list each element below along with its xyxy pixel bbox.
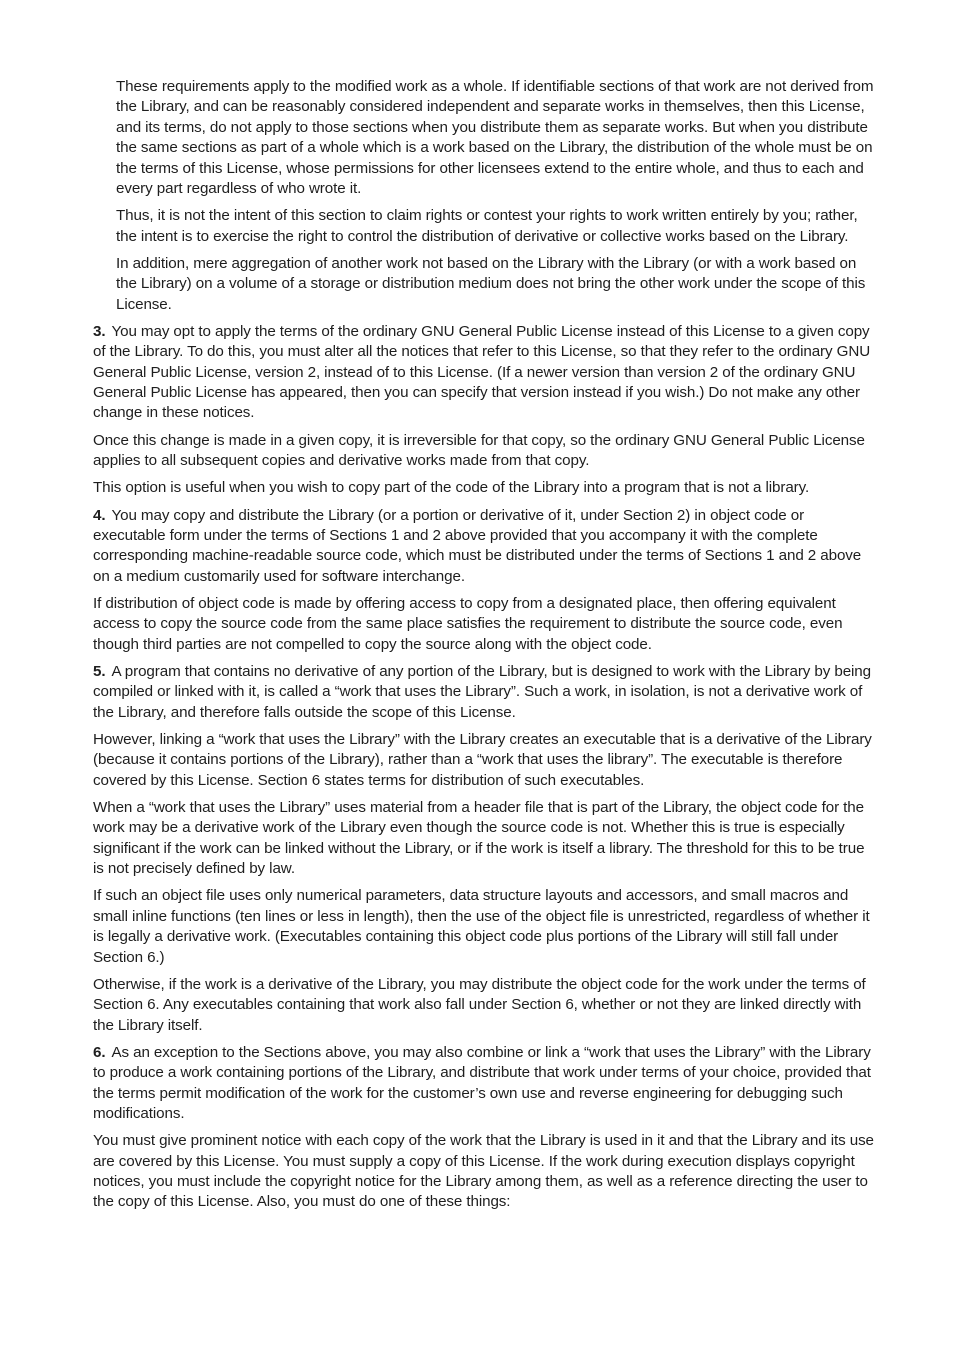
section-number: 3. [93, 322, 106, 340]
paragraph-header-file [93, 798, 875, 880]
license-document [93, 77, 875, 1220]
paragraph-text: These requirements apply to the modified work as a whole. If identifiable sections of that work are not derived from the Library, and can be reasonably considered independent and separate works in themselves, then this License, and its terms, do not apply to those sections when you distribute them as separate works. But when you distribute the same sections as part of a whole which is a work based on the Library, the distribution of the whole must be on the terms of this License, whose permissions for other licensees extend to the entire whole, and thus to each and every part regardless of who wrote it. [116, 78, 874, 198]
paragraph-otherwise-derivative [93, 975, 875, 1036]
section-number: 4. [93, 506, 106, 524]
paragraph-section-intent [116, 206, 875, 247]
paragraph-text: You may copy and distribute the Library (or a portion or derivative of it, under Section 2) in object code or executable form under the terms of Sections 1 and 2 above provided that you accompany it with the complete corresponding machine-readable source code, which must be distributed under the terms of Sections 1 and 2 above on a medium customarily used for software interchange. [93, 506, 862, 585]
paragraph-text: If distribution of object code is made by offering access to copy from a designated place, then offering equivalent access to copy the source code from the same place satisfies the requirement to distribute the source code, even though third parties are not compelled to copy the source along with the object code. [93, 594, 843, 653]
paragraph-numerical-parameters [93, 886, 875, 968]
paragraph-text: When a “work that uses the Library” uses material from a header file that is part of the Library, the object code for the work may be a derivative work of the Library even though the source code is not. Whether this is true is especially significant if the work can be linked without the Library, or if the work is itself a library. The threshold for this to be true is not precisely defined by law. [93, 798, 865, 878]
paragraph-text: You may opt to apply the terms of the ordinary GNU General Public License instead of this License to a given copy of the Library. To do this, you must alter all the notices that refer to this License, so that they refer to the ordinary GNU General Public License, version 2, instead of to this License. (If a newer version than version 2 of the ordinary GNU General Public License has appeared, then you can specify that version instead if you wish.) Do not make any other change in these notices. [93, 322, 871, 422]
paragraph-text: You must give prominent notice with each copy of the work that the Library is used in it and that the Library and its use are covered by this License. You must supply a copy of this License. If the work during execution displays copyright notices, you must include the copyright notice for the Library among them, as well as a reference directing the user to the copy of this License. Also, you must do one of these things: [93, 1132, 874, 1211]
section-4-paragraph [93, 506, 875, 588]
section-6-paragraph [93, 1043, 875, 1125]
paragraph-text: Otherwise, if the work is a derivative of the Library, you may distribute the object code for the work under the terms of Section 6. Any executables containing that work also fall under Section 6, whether or not they are linked directly with the Library itself. [93, 975, 866, 1034]
paragraph-text: This option is useful when you wish to copy part of the code of the Library into a program that is not a library. [93, 479, 810, 497]
paragraph-modified-work-requirements [116, 77, 875, 199]
paragraph-mere-aggregation [116, 254, 875, 315]
section-3-paragraph [93, 322, 875, 424]
paragraph-text: Once this change is made in a given copy, it is irreversible for that copy, so the ordinary GNU General Public License applies to all subsequent copies and derivative works made from that copy. [93, 431, 865, 470]
paragraph-object-code-distribution [93, 594, 875, 655]
section-number: 6. [93, 1043, 106, 1061]
paragraph-option-useful [93, 478, 875, 498]
paragraph-text: If such an object file uses only numerical parameters, data structure layouts and accessors, and small macros and small inline functions (ten lines or less in length), then the use of the object file is unrestricted, regardless of whether it is legally a derivative work. (Executables containing this object code plus portions of the Library will still fall under Section 6.) [93, 887, 870, 966]
paragraph-text: Thus, it is not the intent of this section to claim rights or contest your rights to work written entirely by you; rather, the intent is to exercise the right to control the distribution of derivative or collective works based on the Library. [116, 207, 858, 245]
paragraph-text: In addition, mere aggregation of another work not based on the Library with the Library (or with a work based on the Library) on a volume of a storage or distribution medium does not bring the other work under the scope of this License. [116, 254, 866, 313]
paragraph-text: A program that contains no derivative of any portion of the Library, but is designed to work with the Library by being compiled or linked with it, is called a “work that uses the Library”. Such a work, in isolation, is not a derivative work of the Library, and therefore falls outside the scope of this License. [93, 662, 872, 721]
paragraph-irreversible-change [93, 431, 875, 472]
paragraph-text: However, linking a “work that uses the Library” with the Library creates an executable that is a derivative of the Library (because it contains portions of the Library), rather than a “work that uses the library”. The executable is therefore covered by this License. Section 6 states terms for distribution of such executables. [93, 730, 872, 789]
section-number: 5. [93, 662, 106, 680]
paragraph-prominent-notice [93, 1131, 875, 1213]
section-5-paragraph [93, 662, 875, 723]
paragraph-linking-executable [93, 730, 875, 791]
paragraph-text: As an exception to the Sections above, you may also combine or link a “work that uses the Library” with the Library to produce a work containing portions of the Library, and distribute that work under terms of your choice, provided that the terms permit modification of the work for the customer’s own use and reverse engineering for debugging such modifications. [93, 1043, 871, 1123]
